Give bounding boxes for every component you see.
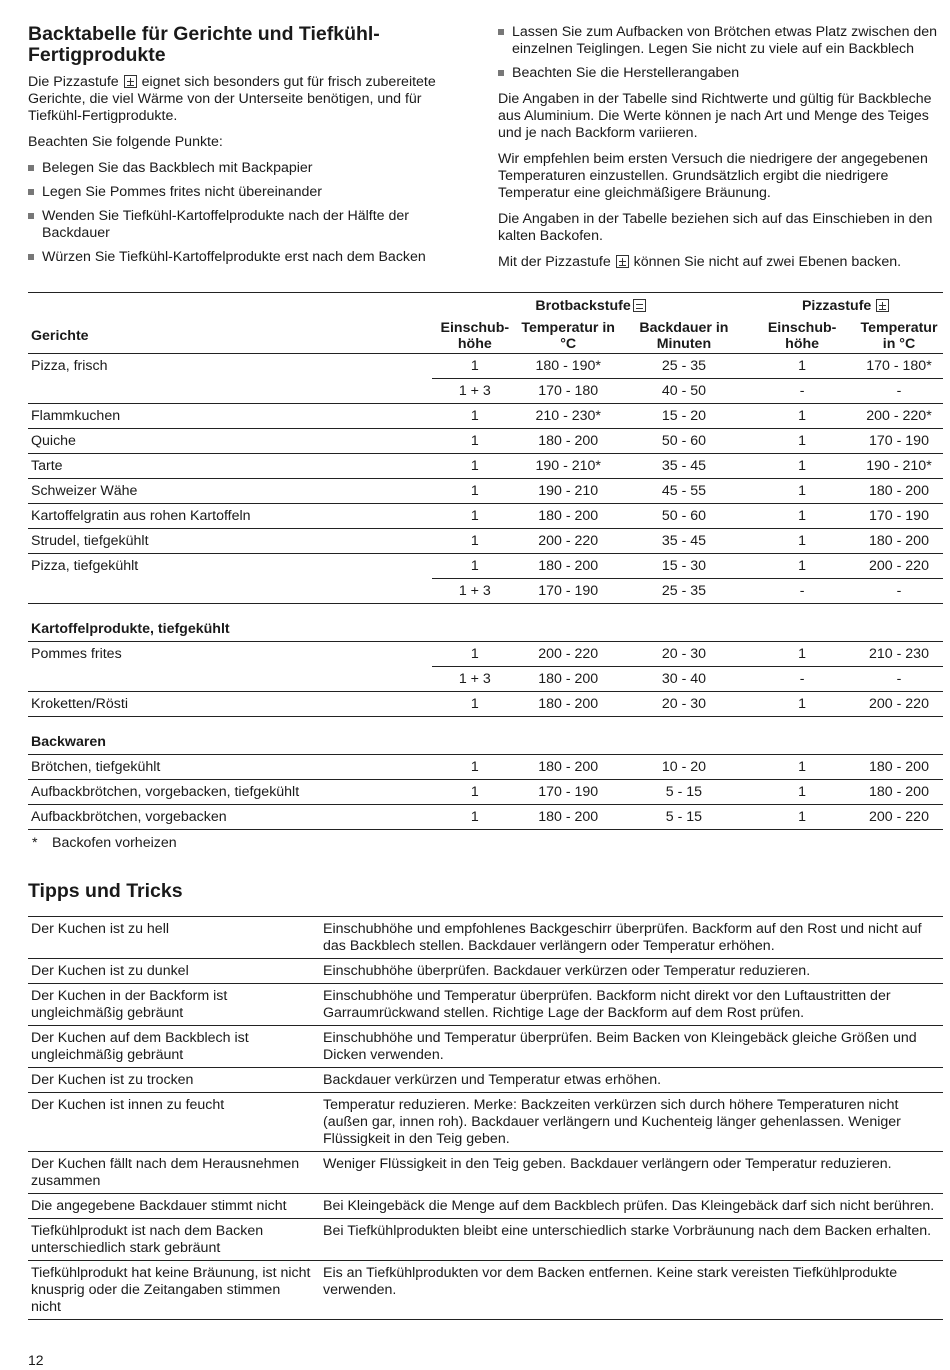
value-cell: 1 — [749, 504, 855, 529]
value-cell: 15 - 30 — [619, 554, 750, 579]
value-cell: 35 - 45 — [619, 529, 750, 554]
baking-table-body — [28, 354, 943, 830]
value-cell: 1 — [432, 454, 518, 479]
list-item: Wenden Sie Tiefkühl-Kartoffelprodukte nach der Hälfte der Backdauer — [28, 208, 473, 242]
intro-text-before: Die Pizzastufe — [28, 74, 119, 90]
value-cell: 210 - 230 — [855, 642, 943, 667]
value-cell: 200 - 220 — [518, 642, 619, 667]
value-cell: 170 - 180* — [855, 354, 943, 379]
table-row — [28, 504, 943, 529]
value-cell: 1 — [749, 554, 855, 579]
value-cell: 180 - 200 — [518, 692, 619, 717]
right-column — [498, 24, 943, 280]
table-row — [28, 379, 943, 404]
table-row — [28, 479, 943, 504]
tip-problem: Der Kuchen auf dem Backblech ist ungleichmäßig gebräunt — [28, 1026, 320, 1068]
tip-problem: Die angegebene Backdauer stimmt nicht — [28, 1194, 320, 1219]
value-cell: 1 — [432, 692, 518, 717]
col-level: Einschub-höhe — [432, 319, 518, 354]
dish-cell: Quiche — [28, 429, 432, 454]
table-row — [28, 755, 943, 780]
value-cell: 1 — [432, 755, 518, 780]
dish-cell — [28, 667, 432, 692]
table-group-header — [28, 293, 943, 320]
bullet-square-icon — [28, 254, 34, 260]
col-level2: Einschub-höhe — [749, 319, 855, 354]
dish-cell: Pizza, frisch — [31, 357, 108, 374]
tips-row — [28, 1219, 943, 1261]
bread-setting-icon — [633, 299, 646, 312]
value-cell: 170 - 190 — [518, 780, 619, 805]
value-cell: 200 - 220 — [855, 805, 943, 830]
value-cell: 20 - 30 — [619, 692, 750, 717]
value-cell: 180 - 200 — [855, 780, 943, 805]
value-cell: 1 — [749, 354, 855, 379]
value-cell: - — [855, 667, 943, 692]
value-cell: 170 - 190 — [518, 579, 619, 604]
value-cell: 180 - 200 — [518, 805, 619, 830]
value-cell: 1 — [432, 404, 518, 429]
tips-row — [28, 917, 943, 959]
dish-cell: Pizza, tiefgekühlt — [31, 557, 139, 574]
pizza-setting-icon — [876, 299, 889, 312]
value-cell: 180 - 200 — [855, 755, 943, 780]
value-cell: 50 - 60 — [619, 429, 750, 454]
pizza-setting-icon — [124, 75, 137, 88]
table-section-header: Kartoffelprodukte, tiefgekühlt — [28, 604, 943, 642]
value-cell: 1 — [749, 692, 855, 717]
pizza-setting-icon — [616, 255, 629, 268]
tips-row — [28, 959, 943, 984]
value-cell: 190 - 210 — [518, 479, 619, 504]
table-row — [28, 692, 943, 717]
value-cell: 5 - 15 — [619, 805, 750, 830]
info-paragraph: Die Angaben in der Tabelle beziehen sich auf das Einschieben in den kalten Backofen. — [498, 211, 933, 244]
value-cell: 30 - 40 — [619, 667, 750, 692]
value-cell: 1 + 3 — [432, 579, 518, 604]
table-row — [28, 805, 943, 830]
dish-cell: Kroketten/Rösti — [28, 692, 432, 717]
dish-cell: Aufbackbrötchen, vorgebacken, tiefgekühlt — [28, 780, 432, 805]
list-item: Beachten Sie die Herstellerangaben — [498, 65, 943, 82]
dish-cell: Tarte — [28, 454, 432, 479]
value-cell: 45 - 55 — [619, 479, 750, 504]
value-cell: 1 — [432, 642, 518, 667]
table-row — [28, 454, 943, 479]
value-cell: 210 - 230* — [518, 404, 619, 429]
col-temp2: Temperatur in °C — [855, 319, 943, 354]
value-cell: 190 - 210* — [855, 454, 943, 479]
value-cell: 1 — [749, 780, 855, 805]
page-number: 12 — [28, 1352, 44, 1368]
value-cell: 1 — [432, 805, 518, 830]
bullet-square-icon — [498, 70, 504, 76]
dish-cell: Aufbackbrötchen, vorgebacken — [28, 805, 432, 830]
value-cell: 170 - 190 — [855, 429, 943, 454]
list-item: Würzen Sie Tiefkühl-Kartoffelprodukte erst nach dem Backen — [28, 249, 473, 266]
value-cell: 200 - 220 — [855, 554, 943, 579]
value-cell: 5 - 15 — [619, 780, 750, 805]
tips-row — [28, 1093, 943, 1152]
tips-row — [28, 984, 943, 1026]
table-row — [28, 429, 943, 454]
group-pizza: Pizzastufe — [749, 293, 943, 320]
value-cell: 200 - 220* — [855, 404, 943, 429]
footnote: * Backofen vorheizen — [32, 835, 177, 851]
value-cell: 180 - 200 — [855, 479, 943, 504]
value-cell: 25 - 35 — [619, 579, 750, 604]
value-cell: - — [749, 667, 855, 692]
points-intro: Beachten Sie folgende Punkte: — [28, 134, 223, 150]
value-cell: - — [855, 579, 943, 604]
dish-cell — [28, 379, 432, 404]
value-cell: 1 — [749, 404, 855, 429]
table-section-header: Backwaren — [28, 717, 943, 755]
value-cell: - — [749, 579, 855, 604]
value-cell: 25 - 35 — [619, 354, 750, 379]
value-cell: 1 — [749, 454, 855, 479]
tips-row — [28, 1261, 943, 1320]
tip-solution: Einschubhöhe und Temperatur überprüfen. Beim Backen von Kleingebäck gleiche Größen und Dicken verwenden. — [320, 1026, 943, 1068]
tips-table — [28, 916, 943, 1320]
value-cell: - — [749, 379, 855, 404]
value-cell: 1 + 3 — [432, 667, 518, 692]
tip-solution: Einschubhöhe und empfohlenes Backgeschirr überprüfen. Backform auf den Rost und nicht auf das Backblech stellen. Backdauer verlängern oder Temperatur erhöhen. — [320, 917, 943, 959]
table-row — [28, 529, 943, 554]
dish-cell: Strudel, tiefgekühlt — [28, 529, 432, 554]
dish-cell — [28, 579, 432, 604]
dish-cell: Schweizer Wähe — [28, 479, 432, 504]
table-row — [28, 780, 943, 805]
tips-row — [28, 1194, 943, 1219]
value-cell: 1 — [432, 354, 518, 379]
value-cell: - — [855, 379, 943, 404]
value-cell: 180 - 200 — [855, 529, 943, 554]
page — [28, 24, 943, 1320]
value-cell: 200 - 220 — [855, 692, 943, 717]
group-brot: Brotbackstufe — [432, 293, 749, 320]
value-cell: 1 — [749, 479, 855, 504]
tip-solution: Temperatur reduzieren. Merke: Backzeiten verkürzen sich durch höhere Temperaturen nicht (außen gar, innen roh). Backdauer verlängern und Kuchenteig länger gehenlassen. Weniger Flüssigkeit in den Teig geben. — [320, 1093, 943, 1152]
tips-row — [28, 1068, 943, 1093]
tip-problem: Der Kuchen ist zu hell — [28, 917, 320, 959]
value-cell: 35 - 45 — [619, 454, 750, 479]
intro-paragraph — [28, 74, 473, 125]
table-row — [28, 642, 943, 667]
value-cell: 180 - 200 — [518, 429, 619, 454]
bullet-square-icon — [28, 189, 34, 195]
dish-cell: Kartoffelgratin aus rohen Kartoffeln — [28, 504, 432, 529]
tip-problem: Der Kuchen ist innen zu feucht — [28, 1093, 320, 1152]
section-title: Backtabelle für Gerichte und Tiefkühl-Fertigprodukte — [28, 23, 380, 66]
value-cell: 20 - 30 — [619, 642, 750, 667]
bullet-square-icon — [28, 165, 34, 171]
value-cell: 1 — [749, 642, 855, 667]
value-cell: 1 — [432, 554, 518, 579]
col-temp: Temperatur in °C — [518, 319, 619, 354]
value-cell: 180 - 200 — [518, 504, 619, 529]
info-paragraph: Die Angaben in der Tabelle sind Richtwerte und gültig für Backbleche aus Aluminium. Die Werte können je nach Art und Menge des Teiges und je nach Backform variieren. — [498, 91, 932, 141]
value-cell: 180 - 200 — [518, 554, 619, 579]
value-cell: 180 - 200 — [518, 755, 619, 780]
value-cell: 1 — [432, 780, 518, 805]
baking-table — [28, 292, 943, 830]
table-column-header — [28, 319, 943, 354]
value-cell: 1 — [749, 429, 855, 454]
value-cell: 50 - 60 — [619, 504, 750, 529]
tip-problem: Tiefkühlprodukt hat keine Bräunung, ist nicht knusprig oder die Zeitangaben stimmen nicht — [31, 1265, 311, 1315]
table-row — [28, 667, 943, 692]
tip-problem: Der Kuchen in der Backform ist ungleichmäßig gebräunt — [28, 984, 320, 1026]
value-cell: 1 — [432, 504, 518, 529]
tip-solution: Einschubhöhe und Temperatur überprüfen. Backform nicht direkt vor den Luftaustritten der Garraumrückwand stellen. Richtige Lage der Backform auf dem Rost prüfen. — [320, 984, 943, 1026]
col-dish: Gerichte — [28, 319, 432, 354]
value-cell: 10 - 20 — [619, 755, 750, 780]
tip-solution: Backdauer verkürzen und Temperatur etwas erhöhen. — [320, 1068, 943, 1093]
list-item: Belegen Sie das Backblech mit Backpapier — [28, 160, 473, 177]
value-cell: 1 — [749, 529, 855, 554]
info-paragraph: Wir empfehlen beim ersten Versuch die niedrigere der angegebenen Temperaturen einzustellen. Grundsätzlich ergibt die niedrigere Temperatur eine gleichmäßigere Bräunung. — [498, 151, 928, 201]
value-cell: 40 - 50 — [619, 379, 750, 404]
tip-problem: Tiefkühlprodukt ist nach dem Backen unterschiedlich stark gebräunt — [28, 1219, 320, 1261]
dish-cell: Pommes frites — [31, 645, 122, 662]
tips-row — [28, 1152, 943, 1194]
info-paragraph: Mit der Pizzastufe können Sie nicht auf zwei Ebenen backen. — [498, 254, 902, 270]
table-row — [28, 404, 943, 429]
value-cell: 1 — [749, 805, 855, 830]
value-cell: 170 - 180 — [518, 379, 619, 404]
left-column — [28, 24, 473, 280]
left-bullet-list — [28, 160, 473, 266]
value-cell: 170 - 190 — [855, 504, 943, 529]
value-cell: 1 — [432, 429, 518, 454]
value-cell: 1 — [749, 755, 855, 780]
tip-solution: Bei Tiefkühlprodukten bleibt eine unterschiedlich starke Vorbräunung nach dem Backen erhalten. — [320, 1219, 943, 1261]
right-bullet-list — [498, 24, 943, 82]
value-cell: 190 - 210* — [518, 454, 619, 479]
value-cell: 1 — [432, 479, 518, 504]
value-cell: 180 - 190* — [518, 354, 619, 379]
value-cell: 180 - 200 — [518, 667, 619, 692]
col-time: Backdauer in Minuten — [619, 319, 750, 354]
value-cell: 200 - 220 — [518, 529, 619, 554]
tip-solution: Weniger Flüssigkeit in den Teig geben. Backdauer verlängern oder Temperatur reduzieren. — [320, 1152, 943, 1194]
table-row — [28, 579, 943, 604]
tip-problem: Der Kuchen ist zu trocken — [28, 1068, 320, 1093]
value-cell: 15 - 20 — [619, 404, 750, 429]
dish-cell: Flammkuchen — [28, 404, 432, 429]
tips-title: Tipps und Tricks — [28, 880, 183, 902]
list-item: Lassen Sie zum Aufbacken von Brötchen etwas Platz zwischen den einzelnen Teiglingen. Legen Sie nicht zu viele auf ein Backblech — [498, 24, 943, 58]
value-cell: 1 — [432, 529, 518, 554]
bullet-square-icon — [28, 213, 34, 219]
tip-problem: Der Kuchen ist zu dunkel — [28, 959, 320, 984]
tips-row — [28, 1026, 943, 1068]
bullet-square-icon — [498, 29, 504, 35]
intro-columns — [28, 24, 943, 280]
tip-solution: Einschubhöhe überprüfen. Backdauer verkürzen oder Temperatur reduzieren. — [320, 959, 943, 984]
intro-text-after: eignet sich besonders gut für frisch zubereitete Gerichte, die viel Wärme von der Unterseite benötigen, und für Tiefkühl-Fertigprodukte. — [28, 74, 436, 124]
table-row — [28, 554, 943, 579]
list-item: Legen Sie Pommes frites nicht übereinander — [28, 184, 473, 201]
table-row — [28, 354, 943, 379]
tip-solution: Eis an Tiefkühlprodukten vor dem Backen entfernen. Keine stark vereisten Tiefkühlprodukte verwenden. — [323, 1265, 898, 1298]
tip-problem: Der Kuchen fällt nach dem Herausnehmen zusammen — [28, 1152, 320, 1194]
tip-solution: Bei Kleingebäck die Menge auf dem Backblech prüfen. Das Kleingebäck darf sich nicht berühren. — [320, 1194, 943, 1219]
value-cell: 1 + 3 — [432, 379, 518, 404]
dish-cell: Brötchen, tiefgekühlt — [28, 755, 432, 780]
